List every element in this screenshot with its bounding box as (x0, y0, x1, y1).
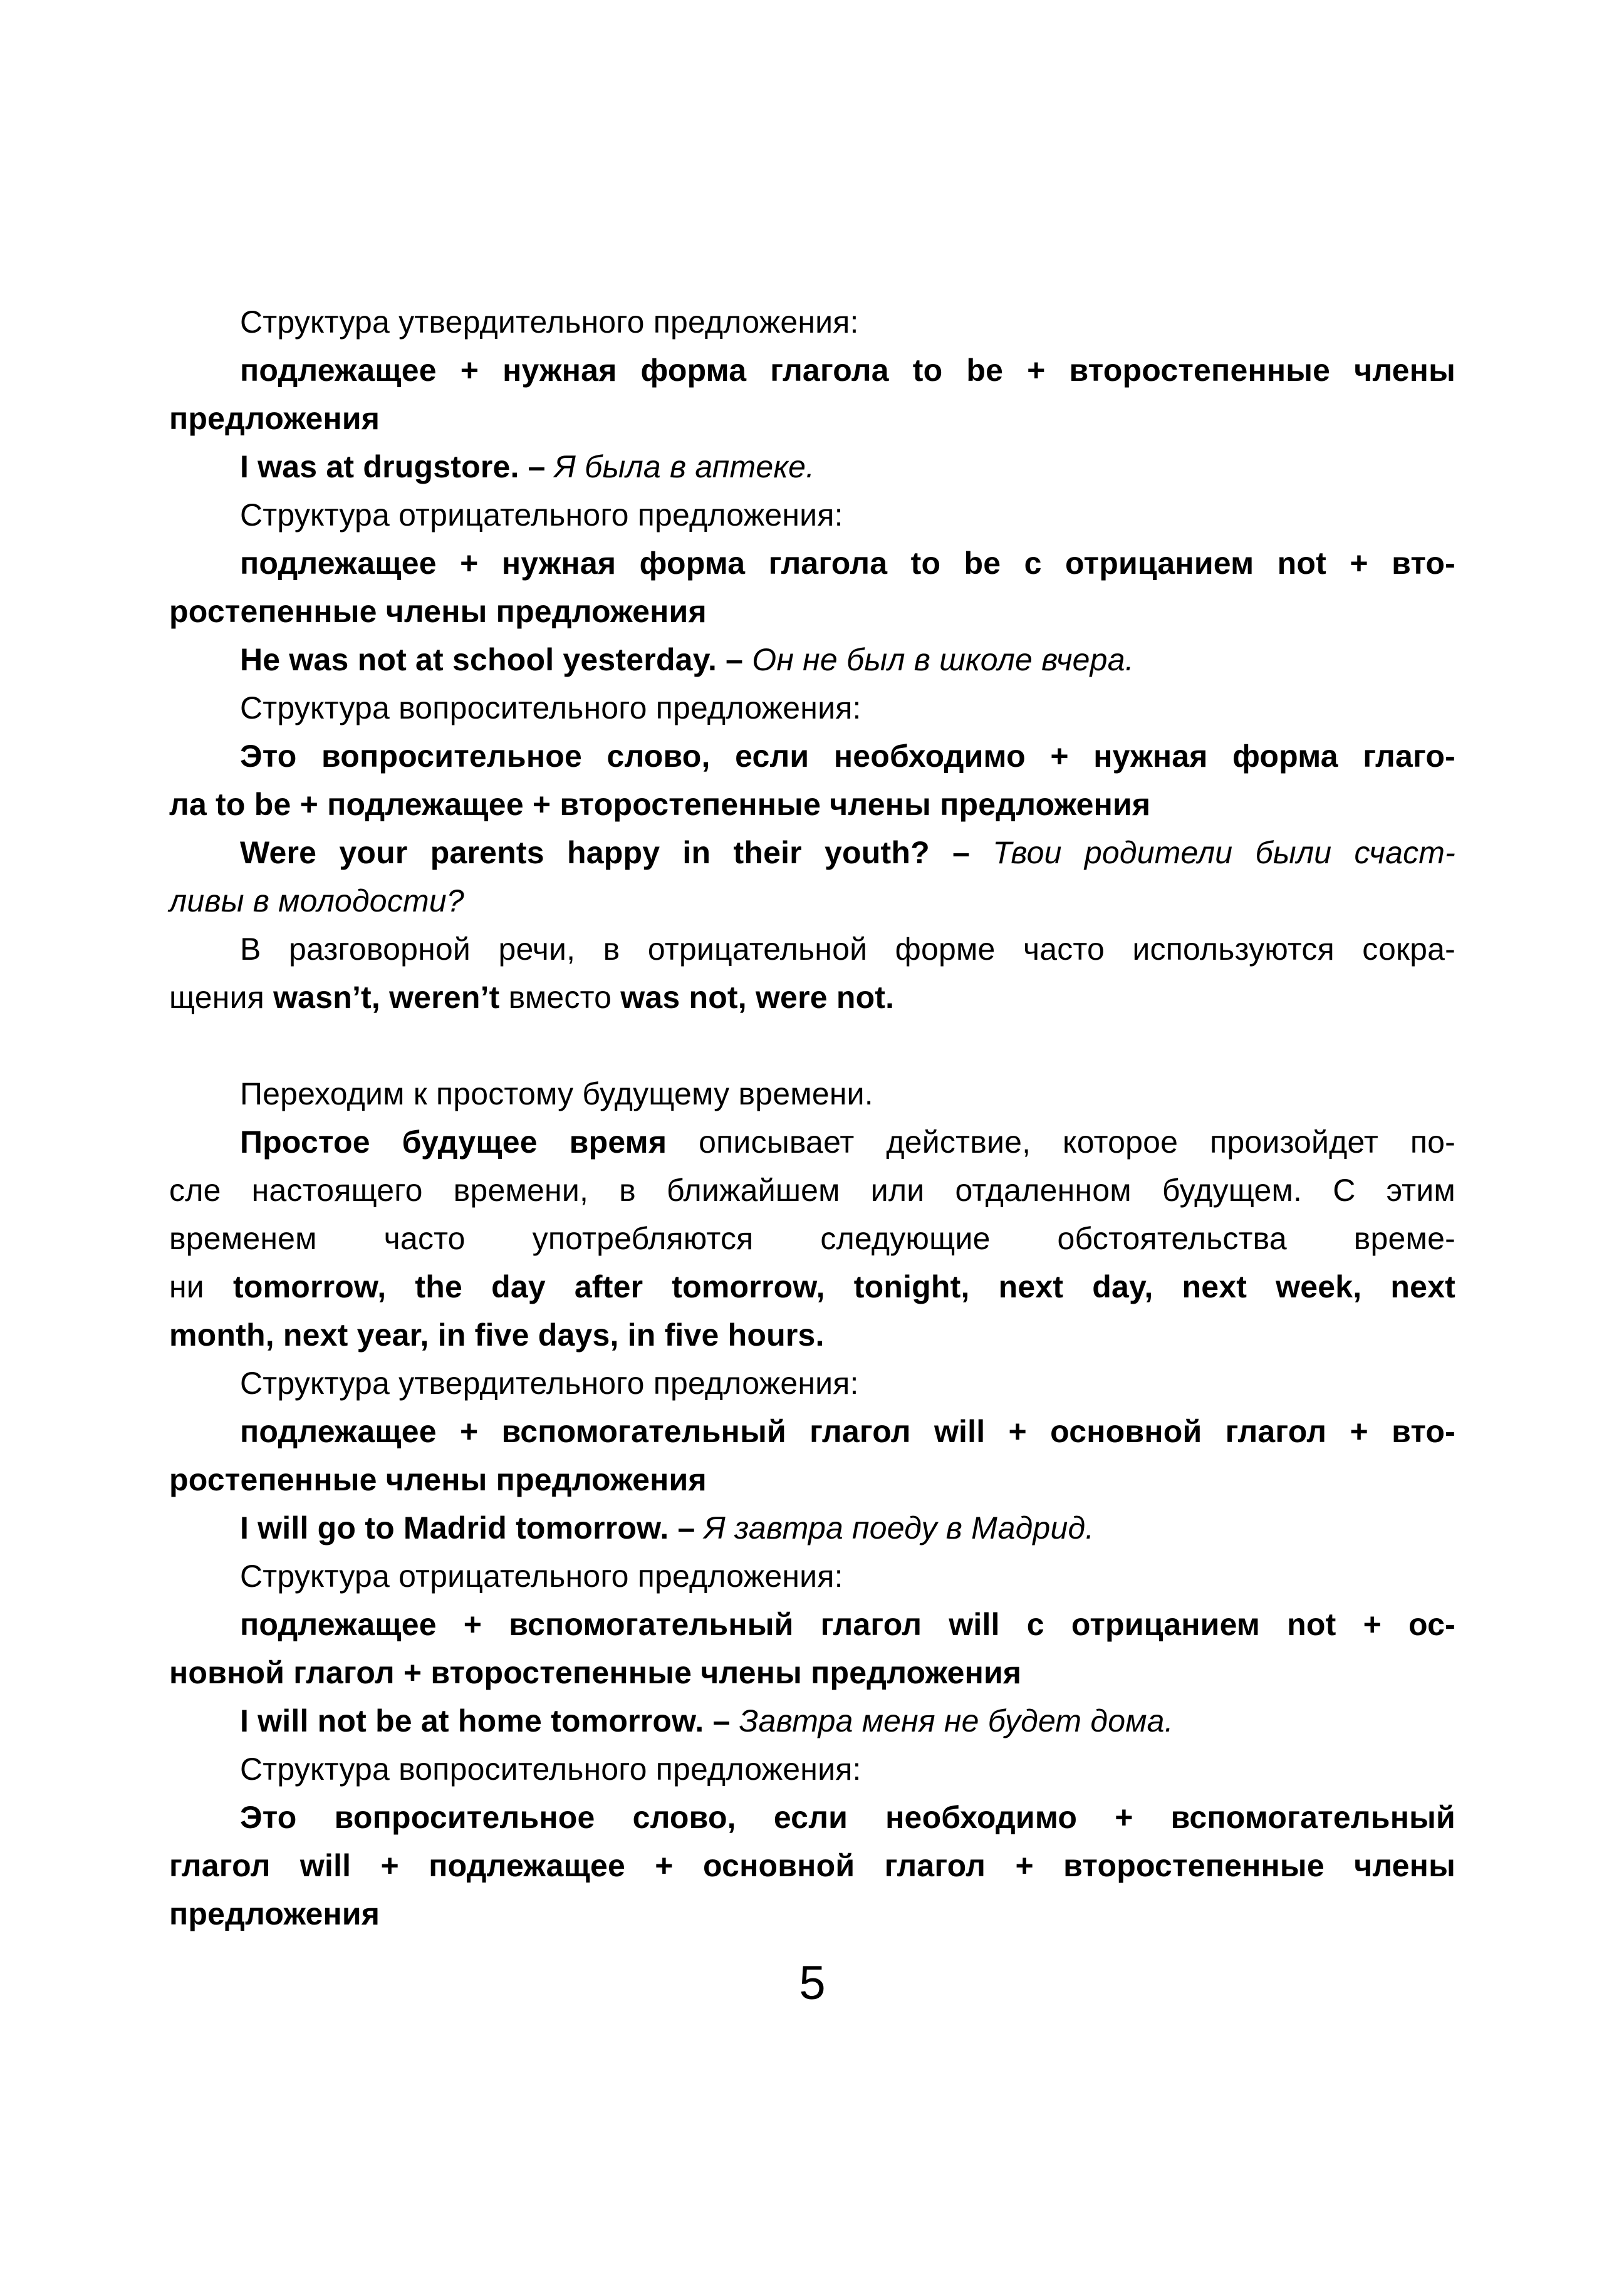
text-line (169, 298, 1455, 346)
text-segment: ла to be + подлежащее + второстепенные члены предложения (169, 787, 1151, 822)
text-line (169, 1842, 1455, 1890)
text-segment: Я была в аптеке. (545, 449, 815, 484)
text-segment: Завтра меня не будет дома. (730, 1703, 1174, 1738)
text-line (169, 925, 1455, 974)
text-line (169, 781, 1455, 829)
text-line (169, 1890, 1455, 1938)
text-segment: Простое будущее время (240, 1125, 667, 1160)
text-segment: Он не был в школе вчера. (743, 642, 1134, 677)
text-segment: Твои родители были счаст- (970, 835, 1455, 870)
text-line (169, 1359, 1455, 1408)
page-text (169, 298, 1455, 1938)
text-segment: ростепенные члены предложения (169, 1462, 707, 1497)
text-segment: ливы в молодости? (169, 883, 464, 918)
text-line (169, 1215, 1455, 1263)
text-segment: Структура вопросительного предложения: (240, 690, 861, 725)
text-line (169, 443, 1455, 491)
text-segment: I will not be at home tomorrow. – (240, 1703, 731, 1738)
text-line (169, 491, 1455, 539)
text-segment: подлежащее + вспомогательный глагол will с отрицанием not + ос- (240, 1607, 1455, 1642)
text-line (169, 974, 1455, 1022)
text-line (169, 588, 1455, 636)
text-segment: He was not at school yesterday. – (240, 642, 744, 677)
text-line (169, 1263, 1455, 1311)
text-segment: временем часто употребляются следующие обстоятельства време- (169, 1221, 1455, 1256)
text-line (169, 539, 1455, 588)
text-segment: Структура отрицательного предложения: (240, 497, 843, 532)
text-line (169, 1794, 1455, 1842)
text-segment: вместо (499, 980, 621, 1015)
text-line (169, 1649, 1455, 1697)
text-line (169, 636, 1455, 684)
text-line (169, 1456, 1455, 1504)
text-line (169, 1504, 1455, 1552)
text-line (169, 829, 1455, 877)
text-line (169, 1601, 1455, 1649)
text-segment: предложения (169, 1896, 380, 1931)
text-segment: подлежащее + вспомогательный глагол will + основной глагол + вто- (240, 1414, 1455, 1449)
text-segment: Это вопросительное слово, если необходимо + нужная форма глаго- (240, 739, 1455, 774)
text-line (169, 1408, 1455, 1456)
page-number: 5 (799, 1956, 826, 2010)
text-segment: В разговорной речи, в отрицательной форме часто используются сокра- (240, 932, 1455, 967)
text-line (169, 395, 1455, 443)
text-segment: Это вопросительное слово, если необходимо + вспомогательный (240, 1800, 1455, 1835)
text-segment: was not, were not. (620, 980, 895, 1015)
text-segment: I was at drugstore. – (240, 449, 546, 484)
text-line (169, 1697, 1455, 1745)
text-segment: tomorrow, the day after tomorrow, tonight, next day, next week, next (233, 1269, 1455, 1304)
text-segment: Структура вопросительного предложения: (240, 1752, 861, 1787)
text-segment: Структура отрицательного предложения: (240, 1559, 843, 1594)
text-line (169, 1745, 1455, 1794)
text-line (169, 346, 1455, 395)
text-segment: ни (169, 1269, 233, 1304)
text-line (169, 1118, 1455, 1166)
text-line (169, 1311, 1455, 1359)
text-segment: описывает действие, которое произойдет по- (667, 1125, 1455, 1160)
text-segment: сле настоящего времени, в ближайшем или отдаленном будущем. С этим (169, 1173, 1455, 1208)
text-segment: подлежащее + нужная форма глагола to be с отрицанием not + вто- (240, 546, 1455, 581)
text-segment: ростепенные члены предложения (169, 594, 707, 629)
text-segment: новной глагол + второстепенные члены предложения (169, 1655, 1022, 1690)
text-line (169, 1070, 1455, 1118)
blank-line (169, 1022, 1455, 1070)
text-segment: I will go to Madrid tomorrow. – (240, 1510, 695, 1545)
text-segment: month, next year, in five days, in five hours. (169, 1317, 825, 1353)
text-segment: wasn’t, weren’t (273, 980, 500, 1015)
text-segment: предложения (169, 401, 380, 436)
text-segment: щения (169, 980, 274, 1015)
text-segment: Структура утвердительного предложения: (240, 1366, 859, 1401)
text-segment: Структура утвердительного предложения: (240, 304, 859, 340)
text-segment: глагол will + подлежащее + основной глагол + второстепенные члены (169, 1848, 1455, 1883)
text-segment: Were your parents happy in their youth? – (240, 835, 971, 870)
text-segment: Я завтра поеду в Мадрид. (695, 1510, 1095, 1545)
text-line (169, 732, 1455, 781)
text-line (169, 1166, 1455, 1215)
text-segment: Переходим к простому будущему времени. (240, 1076, 873, 1111)
text-line (169, 1552, 1455, 1601)
text-segment: подлежащее + нужная форма глагола to be + второстепенные члены (240, 353, 1455, 388)
text-line (169, 877, 1455, 925)
text-line (169, 684, 1455, 732)
